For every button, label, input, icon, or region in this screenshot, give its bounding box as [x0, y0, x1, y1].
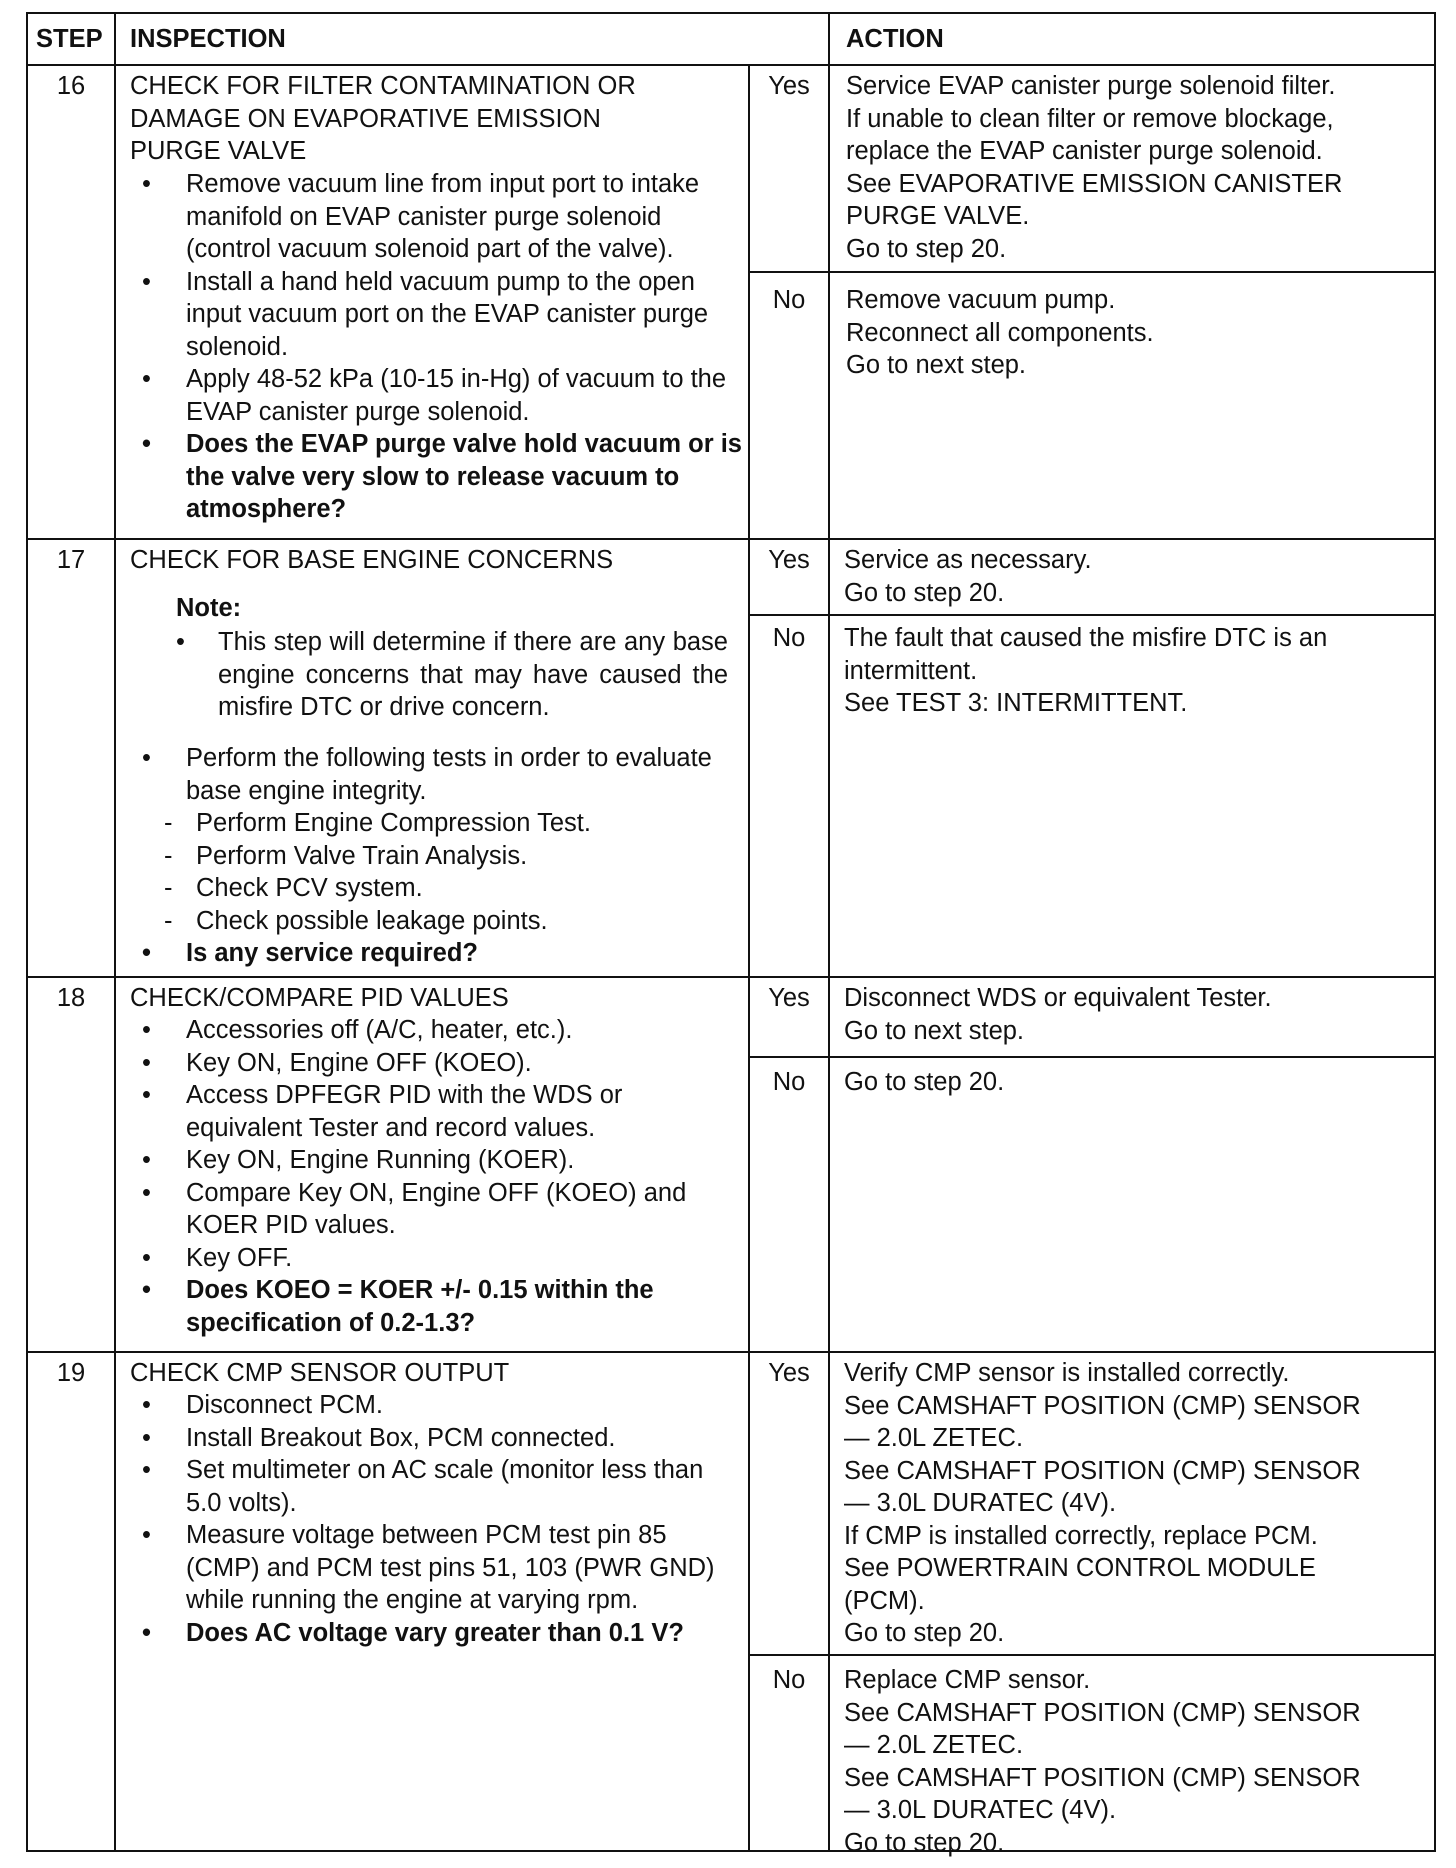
bullet-item: • Key ON, Engine OFF (KOEO). — [130, 1047, 744, 1080]
row-rule — [28, 538, 1434, 540]
step-number: 16 — [56, 72, 86, 100]
sub-item: - Perform Engine Compression Test. — [162, 807, 744, 840]
yes-no-rule — [748, 1056, 1434, 1058]
yes-label: Yes — [768, 546, 810, 574]
step-number: 17 — [56, 546, 86, 574]
row-rule — [28, 976, 1434, 978]
bullet-item: • Install a hand held vacuum pump to the open input vacuum port on the EVAP canister purge solenoid. — [130, 266, 744, 364]
bullet-item: • Compare Key ON, Engine OFF (KOEO) and KOER PID values. — [130, 1177, 744, 1242]
bullet-item: • Access DPFEGR PID with the WDS or equivalent Tester and record values. — [130, 1079, 744, 1144]
no-label: No — [772, 1666, 806, 1694]
bullet-item: • Key OFF. — [130, 1242, 744, 1275]
note-bullet: • — [176, 628, 185, 656]
no-action: Replace CMP sensor. See CAMSHAFT POSITION (CMP) SENSOR — 2.0L ZETEC. See CAMSHAFT POSITION (CMP) SENSOR — 3.0L DURATEC (4V). Go to step 20. — [844, 1666, 1361, 1857]
yes-no-rule — [748, 271, 1434, 273]
col-rule — [114, 14, 116, 1850]
yes-action: Service as necessary. Go to step 20. — [844, 546, 1092, 607]
no-action: Remove vacuum pump. Reconnect all components. Go to next step. — [846, 286, 1154, 379]
step-number: 18 — [56, 984, 86, 1012]
note-text: This step will determine if there are any base engine concerns that may have caused the misfire DTC or drive concern. — [218, 628, 728, 721]
step-title: CHECK/COMPARE PID VALUES — [130, 984, 509, 1012]
yes-label: Yes — [768, 1359, 810, 1387]
bullet-item: • Install Breakout Box, PCM connected. — [130, 1422, 744, 1455]
sub-item: - Check possible leakage points. — [162, 905, 744, 938]
note-label: Note: — [176, 594, 242, 622]
step-question: • Does KOEO = KOER +/- 0.15 within the specification of 0.2-1.3? — [130, 1274, 744, 1339]
sub-item: - Perform Valve Train Analysis. — [162, 840, 744, 873]
step-bullets — [130, 168, 744, 526]
no-label: No — [772, 1068, 806, 1096]
header-step: STEP — [36, 25, 103, 53]
bullet-item: • Remove vacuum line from input port to intake manifold on EVAP canister purge solenoid (control vacuum solenoid part of the valve). — [130, 168, 744, 266]
sub-item: - Check PCV system. — [162, 872, 744, 905]
yes-label: Yes — [768, 72, 810, 100]
yes-action: Verify CMP sensor is installed correctly. See CAMSHAFT POSITION (CMP) SENSOR — 2.0L ZETEC. See CAMSHAFT POSITION (CMP) SENSOR — 3.0L DURATEC (4V). If CMP is installed correctly, replace PCM. See POWERTRAIN CONTROL MODULE (PCM). Go to step 20. — [844, 1359, 1361, 1647]
step-bullets — [130, 742, 744, 970]
step-title: CHECK CMP SENSOR OUTPUT — [130, 1359, 510, 1387]
bullet-item: • Set multimeter on AC scale (monitor less than 5.0 volts). — [130, 1454, 744, 1519]
bullet-item: • Key ON, Engine Running (KOER). — [130, 1144, 744, 1177]
bullet-item: • Measure voltage between PCM test pin 85 (CMP) and PCM test pins 51, 103 (PWR GND) while running the engine at varying rpm. — [130, 1519, 744, 1617]
header-rule — [28, 64, 1434, 66]
step-title: CHECK FOR BASE ENGINE CONCERNS — [130, 546, 614, 574]
no-action: The fault that caused the misfire DTC is an intermittent. See TEST 3: INTERMITTENT. — [844, 624, 1328, 717]
bullet-text: Perform the following tests in order to evaluate base engine integrity. — [186, 744, 712, 805]
header-action: ACTION — [846, 25, 944, 53]
step-question: • Is any service required? — [130, 937, 744, 970]
row-rule — [28, 1351, 1434, 1353]
no-action: Go to step 20. — [844, 1068, 1005, 1096]
step-question: • Does AC voltage vary greater than 0.1 V? — [130, 1617, 744, 1650]
col-rule — [748, 64, 750, 1850]
yes-no-rule — [748, 614, 1434, 616]
diagnostic-table — [26, 12, 1436, 1857]
step-question: • Does the EVAP purge valve hold vacuum or is the valve very slow to release vacuum to atmosphere? — [130, 428, 744, 526]
sub-items — [162, 807, 744, 937]
yes-label: Yes — [768, 984, 810, 1012]
no-label: No — [772, 624, 806, 652]
bullet-item: • Disconnect PCM. — [130, 1389, 744, 1422]
no-label: No — [772, 286, 806, 314]
step-title: CHECK FOR FILTER CONTAMINATION OR DAMAGE ON EVAPORATIVE EMISSION PURGE VALVE — [130, 72, 636, 165]
header-inspection: INSPECTION — [130, 25, 286, 53]
bullet-item: • Accessories off (A/C, heater, etc.). — [130, 1014, 744, 1047]
step-number: 19 — [56, 1359, 86, 1387]
step-bullets — [130, 1389, 744, 1649]
bullet-item — [130, 742, 744, 937]
yes-action: Service EVAP canister purge solenoid filter. If unable to clean filter or remove blockage, replace the EVAP canister purge solenoid. See EVAPORATIVE EMISSION CANISTER PURGE VALVE. Go to step 20. — [846, 72, 1343, 263]
yes-action: Disconnect WDS or equivalent Tester. Go to next step. — [844, 984, 1272, 1045]
yes-no-rule — [748, 1654, 1434, 1656]
step-bullets — [130, 1014, 744, 1339]
bullet-item: • Apply 48-52 kPa (10-15 in-Hg) of vacuum to the EVAP canister purge solenoid. — [130, 363, 744, 428]
